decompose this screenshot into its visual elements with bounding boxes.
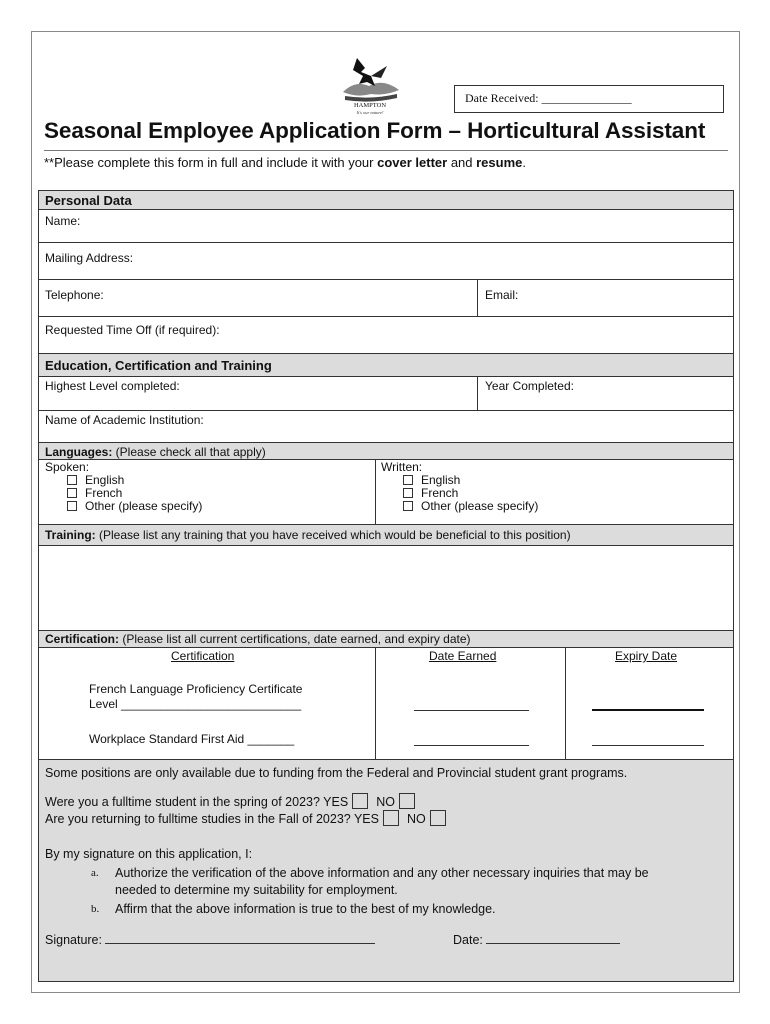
written-label: Written: xyxy=(381,460,423,474)
expiry-line-1[interactable] xyxy=(592,709,704,711)
name-label: Name: xyxy=(45,214,81,228)
question-spring-student: Were you a fulltime student in the spring of 2023? YES NO xyxy=(45,793,417,809)
spoken-label: Spoken: xyxy=(45,460,90,474)
item-a-text: Authorize the verification of the above information and any other necessary inquiries that may be xyxy=(115,866,649,880)
yes-checkbox-spring[interactable] xyxy=(352,793,368,809)
spoken-french-option[interactable]: French xyxy=(45,487,202,500)
education-header: Education, Certification and Training xyxy=(39,354,733,377)
declaration-section xyxy=(39,760,733,981)
languages-header: Languages: (Please check all that apply) xyxy=(39,443,733,460)
checkbox[interactable] xyxy=(403,501,413,511)
written-english-option[interactable]: English xyxy=(381,474,538,487)
date-received-box[interactable] xyxy=(454,85,724,113)
written-group xyxy=(381,461,538,513)
no-checkbox-spring[interactable] xyxy=(399,793,415,809)
svg-text:HAMPTON: HAMPTON xyxy=(353,102,387,109)
time-off-label: Requested Time Off (if required): xyxy=(45,323,220,337)
item-b-text: Affirm that the above information is true to the best of my knowledge. xyxy=(115,902,496,916)
item-a-text-cont: needed to determine my suitability for employment. xyxy=(115,883,398,897)
written-other-option[interactable]: Other (please specify) xyxy=(381,500,538,513)
spoken-group xyxy=(45,461,202,513)
date-received-label: Date Received: _______________ xyxy=(465,91,632,105)
languages-row xyxy=(39,460,733,525)
yes-checkbox-fall[interactable] xyxy=(383,810,399,826)
spoken-english-option[interactable]: English xyxy=(45,474,202,487)
cert-item-french: French Language Proficiency Certificate xyxy=(89,682,303,696)
date-earned-line-1[interactable] xyxy=(414,710,529,711)
question-fall-student: Are you returning to fulltime studies in the Fall of 2023? YES NO xyxy=(45,810,448,826)
certification-header: Certification: (Please list all current certifications, date earned, and expiry date) xyxy=(39,631,733,648)
item-b-marker: b. xyxy=(91,903,100,915)
cert-item-french-level[interactable]: Level ___________________________ xyxy=(89,697,302,711)
checkbox[interactable] xyxy=(67,501,77,511)
personal-data-header: Personal Data xyxy=(39,191,733,210)
training-header: Training: (Please list any training that you have received which would be beneficial to this position) xyxy=(39,525,733,546)
mailing-address-label: Mailing Address: xyxy=(45,251,134,265)
certification-table xyxy=(39,648,733,760)
year-completed-label: Year Completed: xyxy=(485,379,574,393)
checkbox[interactable] xyxy=(403,475,413,485)
signature-field[interactable]: Signature: xyxy=(45,933,375,947)
application-form xyxy=(38,190,734,982)
checkbox[interactable] xyxy=(403,488,413,498)
training-text-area[interactable] xyxy=(39,546,733,631)
date-field[interactable]: Date: xyxy=(453,933,620,947)
expiry-line-2[interactable] xyxy=(592,745,704,746)
telephone-label: Telephone: xyxy=(45,288,104,302)
written-french-option[interactable]: French xyxy=(381,487,538,500)
item-a-marker: a. xyxy=(91,867,99,879)
hampton-logo xyxy=(335,52,405,116)
institution-field[interactable] xyxy=(39,411,733,443)
no-checkbox-fall[interactable] xyxy=(430,810,446,826)
intro-instructions: **Please complete this form in full and include it with your cover letter and resume. xyxy=(44,155,526,170)
institution-label: Name of Academic Institution: xyxy=(45,413,204,427)
date-earned-line-2[interactable] xyxy=(414,745,529,746)
svg-text:It's our nature!: It's our nature! xyxy=(356,110,384,115)
checkbox[interactable] xyxy=(67,475,77,485)
signature-intro: By my signature on this application, I: xyxy=(45,847,253,861)
col-expiry-date: Expiry Date xyxy=(615,649,678,663)
mailing-address-field[interactable] xyxy=(39,243,733,280)
funding-note: Some positions are only available due to funding from the Federal and Provincial student grant programs. xyxy=(45,766,628,780)
cert-item-first-aid[interactable]: Workplace Standard First Aid _______ xyxy=(89,732,295,746)
title-divider xyxy=(44,150,728,151)
highest-level-label: Highest Level completed: xyxy=(45,379,180,393)
telephone-email-row xyxy=(39,280,733,317)
highest-level-row xyxy=(39,377,733,411)
page-title: Seasonal Employee Application Form – Horticultural Assistant xyxy=(44,118,706,143)
col-certification: Certification xyxy=(171,649,235,663)
checkbox[interactable] xyxy=(67,488,77,498)
spoken-other-option[interactable]: Other (please specify) xyxy=(45,500,202,513)
time-off-field[interactable] xyxy=(39,317,733,354)
email-label: Email: xyxy=(485,288,519,302)
name-field[interactable] xyxy=(39,210,733,243)
col-date-earned: Date Earned xyxy=(429,649,497,663)
